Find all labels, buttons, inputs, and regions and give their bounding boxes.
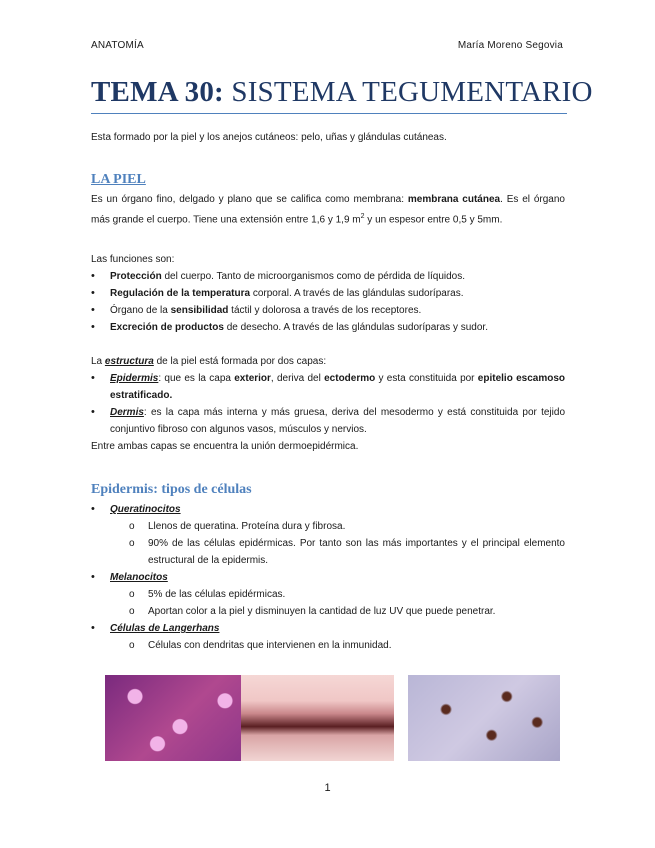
funcion-text: corporal. A través de las glándulas sudoríparas.: [250, 288, 464, 299]
dermis-text: : es la capa más interna y más gruesa, deriva del mesodermo y está constituida por tejido conjuntivo fibroso con algunos vasos, músculos y nervios.: [110, 407, 565, 435]
list-item: [91, 404, 565, 438]
estructura-intro: [91, 353, 565, 370]
dermis-term: Dermis: [110, 407, 144, 418]
sub-item-text: 5% de las células epidérmicas.: [148, 589, 286, 600]
circle-bullet-icon: o: [129, 589, 135, 600]
bullet-icon: •: [91, 270, 95, 282]
section-heading-piel: LA PIEL: [91, 172, 146, 187]
bullet-icon: •: [91, 287, 95, 299]
title-text: SISTEMA TEGUMENTARIO: [223, 76, 593, 108]
piel-bold-term: membrana cutánea: [407, 194, 501, 205]
sub-list-item: [91, 535, 565, 569]
list-item: [91, 285, 565, 302]
piel-superscript: 2: [360, 213, 365, 220]
bullet-icon: •: [91, 622, 95, 634]
estructura-text-1: La: [91, 356, 105, 367]
celula-name: Células de Langerhans: [110, 623, 220, 634]
epidermis-term: Epidermis: [110, 373, 159, 384]
estructura-term: estructura: [104, 356, 154, 367]
list-item: [91, 501, 565, 569]
funcion-text: táctil y dolorosa a través de los receptores.: [228, 305, 422, 316]
piel-text-1: Es un órgano fino, delgado y plano que se califica como membrana:: [91, 194, 408, 205]
funciones-list: [91, 268, 565, 336]
bullet-icon: •: [91, 571, 95, 583]
bullet-icon: •: [91, 372, 95, 384]
circle-bullet-icon: o: [129, 521, 135, 532]
epidermis-bold: ectodermo: [324, 373, 376, 384]
celulas-list: [91, 501, 565, 654]
funcion-bold: Excreción de productos: [110, 322, 224, 333]
sub-item-text: Aportan color a la piel y disminuyen la cantidad de luz UV que puede penetrar.: [148, 606, 496, 617]
sub-item-text: Llenos de queratina. Proteína dura y fibrosa.: [148, 521, 346, 532]
sub-list-item: [91, 603, 565, 620]
piel-text-3: y un espesor entre 0,5 y 5mm.: [364, 214, 503, 226]
sub-list: [91, 637, 565, 654]
epidermis-bold: epitelio escamoso estratificado.: [110, 373, 565, 401]
list-item: [91, 302, 565, 319]
circle-bullet-icon: o: [129, 640, 135, 651]
epidermis-text: y esta constituida por: [375, 373, 478, 384]
list-item: [91, 569, 565, 620]
epidermis-text: , deriva del: [270, 373, 325, 384]
funcion-text: de desecho. A través de las glándulas sudoríparas y sudor.: [223, 322, 488, 333]
celula-name: Queratinocitos: [110, 504, 181, 515]
union-paragraph: Entre ambas capas se encuentra la unión dermoepidérmica.: [91, 441, 359, 452]
melanocitos-micrograph: [241, 675, 394, 761]
page-number: 1: [324, 782, 331, 794]
list-item: [91, 620, 565, 654]
sub-list: [91, 518, 565, 569]
list-item: [91, 370, 565, 404]
title-underline: [91, 113, 567, 114]
funcion-bold: Protección: [110, 271, 162, 282]
header-subject: ANATOMÍA: [91, 40, 144, 51]
epidermis-bold: exterior: [234, 373, 271, 384]
title-number: TEMA 30:: [91, 76, 224, 108]
piel-text-2: . Es el órgano más grande el cuerpo. Tiene una extensión entre 1,6 y 1,9 m: [91, 194, 565, 226]
funcion-prefix: Órgano de la: [110, 305, 171, 316]
list-item: [91, 268, 565, 285]
queratinocitos-micrograph: [105, 675, 255, 761]
celula-name: Melanocitos: [110, 572, 168, 583]
sub-list-item: [91, 637, 565, 654]
intro-paragraph: Esta formado por la piel y los anejos cutáneos: pelo, uñas y glándulas cutáneas.: [91, 132, 447, 143]
bullet-icon: •: [91, 321, 95, 333]
header-author: María Moreno Segovia: [457, 40, 563, 51]
sub-item-text: 90% de las células epidérmicas. Por tanto son las más importantes y el principal elemento estructural de la epidermis.: [148, 538, 565, 566]
funcion-bold: Regulación de la temperatura: [110, 288, 251, 299]
circle-bullet-icon: o: [129, 606, 135, 617]
bullet-icon: •: [91, 304, 95, 316]
page-title: [91, 76, 593, 109]
list-item: [91, 319, 565, 336]
sub-list-item: [91, 586, 565, 603]
funcion-text: del cuerpo. Tanto de microorganismos como de pérdida de líquidos.: [161, 271, 466, 282]
section-heading-celulas: Epidermis: tipos de células: [91, 482, 252, 497]
bullet-icon: •: [91, 503, 95, 515]
sub-list: [91, 586, 565, 620]
piel-paragraph: [91, 191, 565, 228]
bullet-icon: •: [91, 406, 95, 418]
capas-list: [91, 370, 565, 438]
funciones-intro: Las funciones son:: [91, 254, 175, 265]
estructura-text-2: de la piel está formada por dos capas:: [153, 356, 327, 367]
langerhans-micrograph: [408, 675, 560, 761]
circle-bullet-icon: o: [129, 538, 135, 549]
epidermis-text: : que es la capa: [158, 373, 235, 384]
sub-item-text: Células con dendritas que intervienen en la inmunidad.: [148, 640, 392, 651]
sub-list-item: [91, 518, 565, 535]
funcion-bold: sensibilidad: [170, 305, 229, 316]
